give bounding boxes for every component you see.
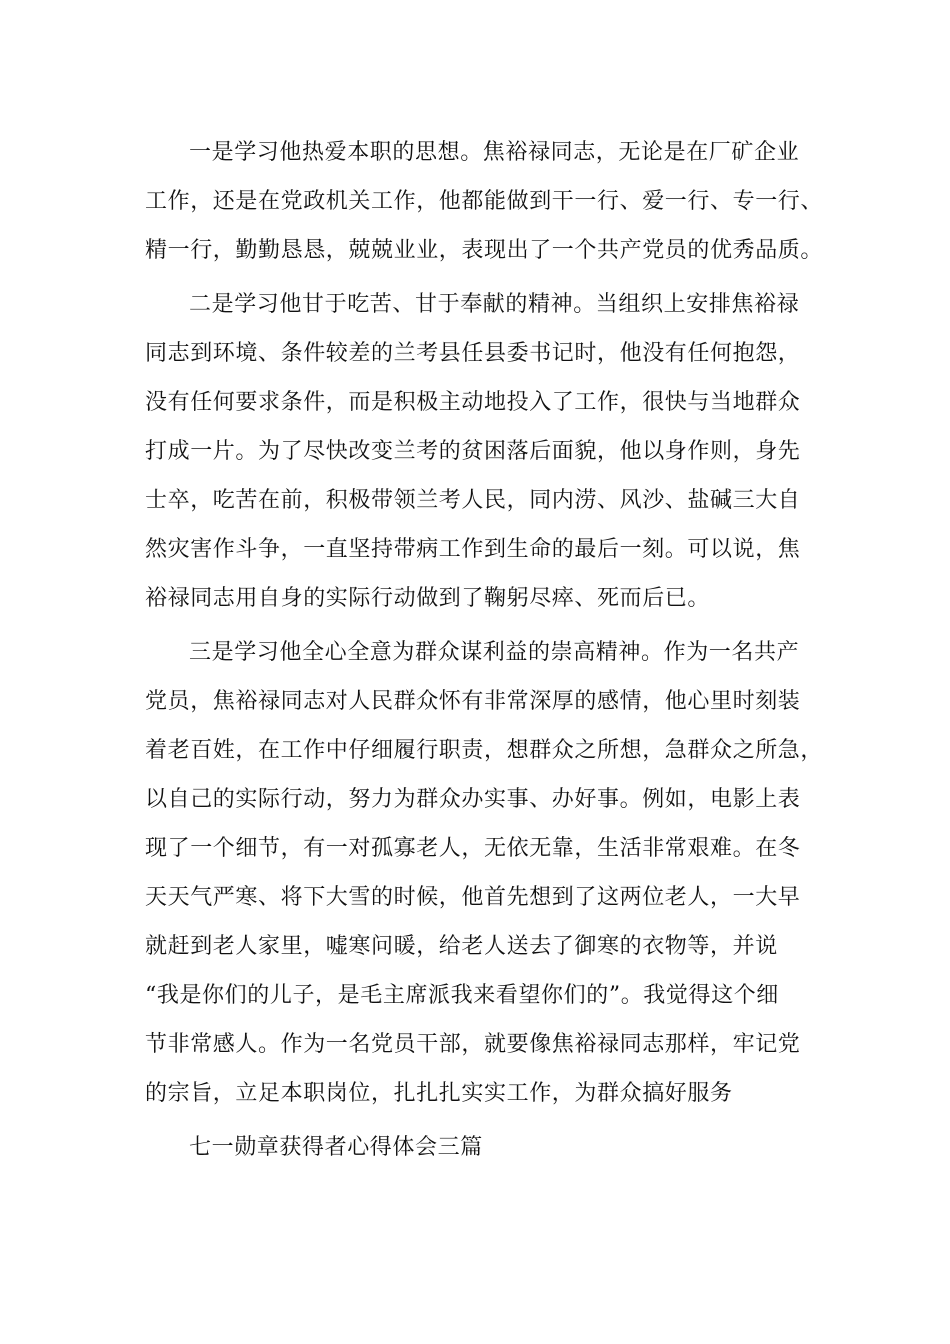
paragraph-1-line-3: 精一行，勤勤恳恳，兢兢业业，表现出了一个共产党员的优秀品质。 [145, 238, 824, 263]
paragraph-3-line-2: 党员，焦裕禄同志对人民群众怀有非常深厚的感情，他心里时刻装 [145, 689, 801, 714]
paragraph-2-line-6: 然灾害作斗争，一直坚持带病工作到生命的最后一刻。可以说，焦 [145, 537, 801, 562]
paragraph-2-line-5: 士卒，吃苦在前，积极带领兰考人民，同内涝、风沙、盐碱三大自 [145, 488, 801, 513]
paragraph-3-line-6: 天天气严寒、将下大雪的时候，他首先想到了这两位老人，一大早 [145, 885, 801, 910]
paragraph-1-line-2: 工作，还是在党政机关工作，他都能做到干一行、爱一行、专一行、 [145, 189, 824, 214]
paragraph-2-line-7: 裕禄同志用自身的实际行动做到了鞠躬尽瘁、死而后已。 [145, 586, 711, 611]
paragraph-3-line-3: 着老百姓，在工作中仔细履行职责，想群众之所想，急群众之所急， [145, 738, 824, 763]
paragraph-2-line-2: 同志到环境、条件较差的兰考县任县委书记时，他没有任何抱怨， [145, 341, 801, 366]
section-title: 七一勋章获得者心得体会三篇 [189, 1135, 483, 1160]
paragraph-3-line-10: 的宗旨，立足本职岗位，扎扎扎实实工作，为群众搞好服务 [145, 1081, 733, 1106]
paragraph-3-line-5: 现了一个细节，有一对孤寡老人，无依无靠，生活非常艰难。在冬 [145, 836, 801, 861]
paragraph-1-line-1: 一是学习他热爱本职的思想。焦裕禄同志，无论是在厂矿企业 [189, 140, 800, 165]
paragraph-3-line-9: 节非常感人。作为一名党员干部，就要像焦裕禄同志那样，牢记党 [145, 1032, 801, 1057]
paragraph-3-line-1: 三是学习他全心全意为群众谋利益的崇高精神。作为一名共产 [189, 640, 800, 665]
paragraph-3-line-8: “我是你们的儿子，是毛主席派我来看望你们的”。我觉得这个细 [145, 983, 779, 1008]
paragraph-2-line-4: 打成一片。为了尽快改变兰考的贫困落后面貌，他以身作则，身先 [145, 439, 801, 464]
paragraph-3-line-4: 以自己的实际行动，努力为群众办实事、办好事。例如，电影上表 [145, 787, 801, 812]
paragraph-2-line-3: 没有任何要求条件，而是积极主动地投入了工作，很快与当地群众 [145, 390, 801, 415]
paragraph-2-line-1: 二是学习他甘于吃苦、甘于奉献的精神。当组织上安排焦裕禄 [189, 292, 800, 317]
paragraph-3-line-7: 就赶到老人家里，嘘寒问暖，给老人送去了御寒的衣物等，并说 [145, 934, 778, 959]
